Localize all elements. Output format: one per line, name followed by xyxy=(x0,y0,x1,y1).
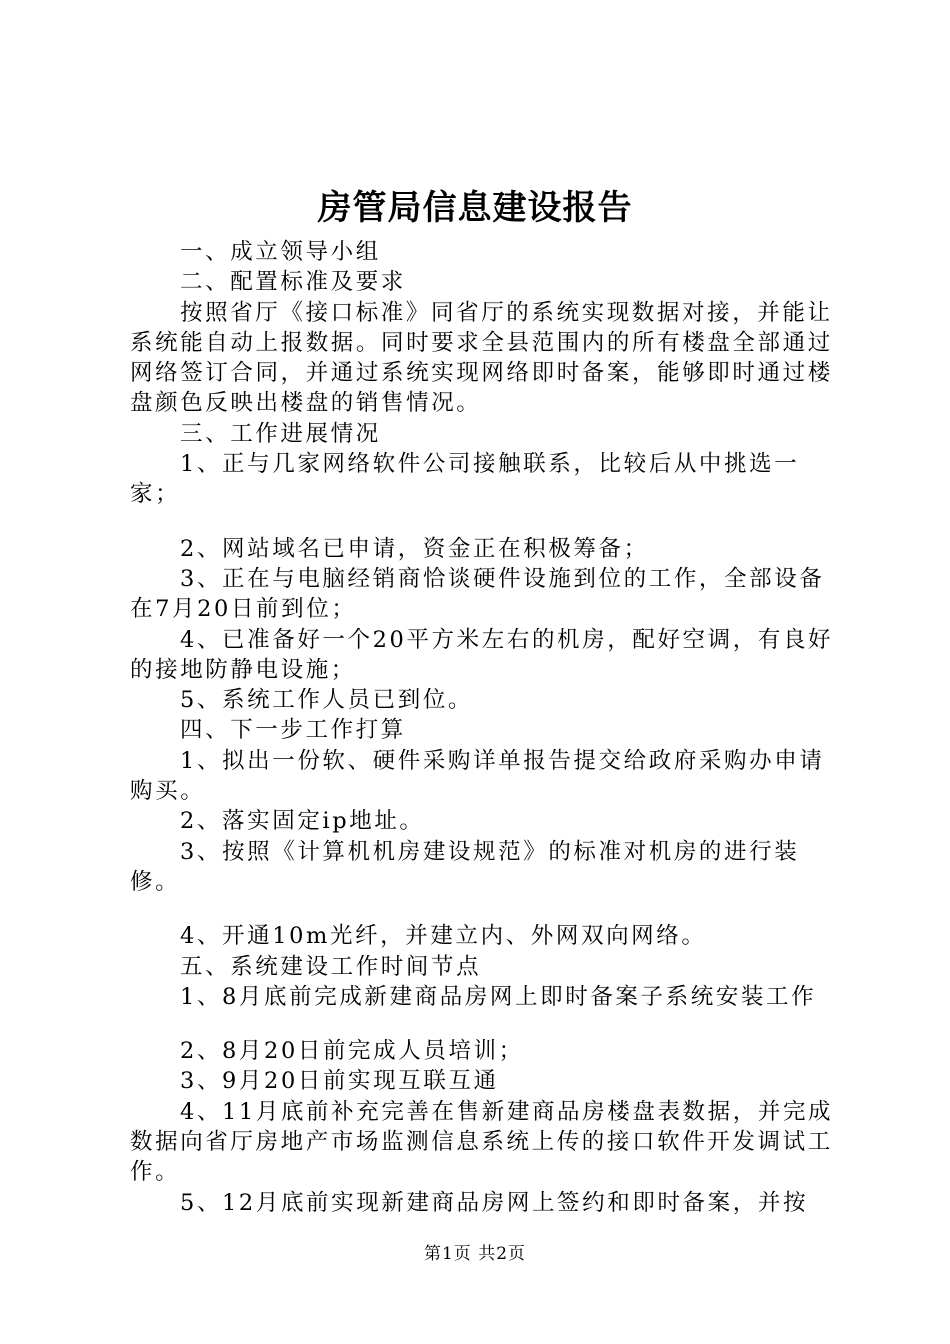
plan-item-1: 1、拟出一份软、硬件采购详单报告提交给政府采购办申请购买。 xyxy=(130,747,825,805)
section-heading-4: 四、下一步工作打算 xyxy=(180,717,406,744)
section-heading-3: 三、工作进展情况 xyxy=(180,420,381,447)
section-heading-5: 五、系统建设工作时间节点 xyxy=(180,953,482,980)
progress-item-5: 5、系统工作人员已到位。 xyxy=(180,687,474,714)
plan-item-4: 4、开通10m光纤，并建立内、外网双向网络。 xyxy=(180,923,707,950)
plan-item-2: 2、落实固定ip地址。 xyxy=(180,808,425,835)
progress-item-1: 1、正与几家网络软件公司接触联系，比较后从中挑选一家； xyxy=(130,451,800,508)
progress-item-3: 3、正在与电脑经销商恰谈硬件设施到位的工作，全部设备在7月20日前到位； xyxy=(130,565,825,623)
document-title: 房管局信息建设报告 xyxy=(317,188,633,228)
section-heading-1: 一、成立领导小组 xyxy=(180,239,381,265)
paragraph-config: 按照省厅《接口标准》同省厅的系统实现数据对接，并能让系统能自动上报数据。同时要求全县范围内的所有楼盘全部通过网络签订合同，并通过系统实现网络即时备案，能够即时通过楼盘颜色反映出楼盘的销售情况。 xyxy=(130,299,833,417)
milestone-item-4: 4、11月底前补充完善在售新建商品房楼盘表数据，并完成数据向省厅房地产市场监测信息系统上传的接口软件开发调试工作。 xyxy=(130,1098,834,1186)
document-body xyxy=(130,237,835,1218)
milestone-item-3: 3、9月20日前实现互联互通 xyxy=(180,1068,499,1095)
milestone-item-1: 1、8月底前完成新建商品房网上即时备案子系统安装工作 xyxy=(180,983,817,1010)
milestone-item-5: 5、12月底前实现新建商品房网上签约和即时备案，并按 xyxy=(180,1189,809,1216)
progress-item-4: 4、已准备好一个20平方米左右的机房，配好空调，有良好的接地防静电设施； xyxy=(130,626,834,683)
section-heading-2: 二、配置标准及要求 xyxy=(180,269,406,296)
progress-item-2: 2、网站域名已申请，资金正在积极筹备； xyxy=(180,535,649,562)
plan-item-3: 3、按照《计算机机房建设规范》的标准对机房的进行装修。 xyxy=(130,838,800,895)
milestone-item-2: 2、8月20日前完成人员培训； xyxy=(180,1038,524,1065)
page-footer: 第1页 共2页 xyxy=(423,1244,527,1264)
